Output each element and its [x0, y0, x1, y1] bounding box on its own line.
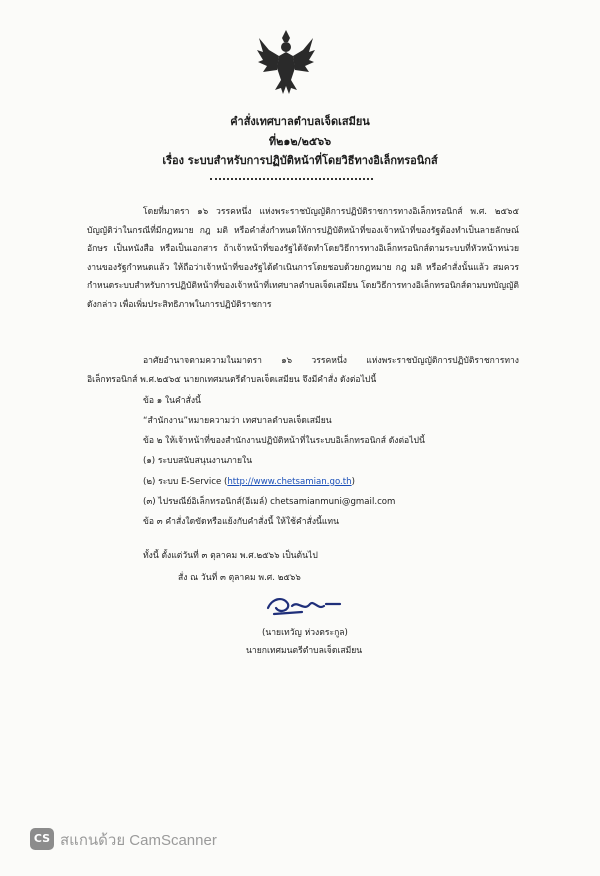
system-item-3: (๓) ไปรษณีย์อิเล็กทรอนิกส์(อีเมล์) chetsamianmuni@gmail.com: [143, 497, 396, 507]
dotted-divider: [210, 178, 373, 180]
clause-2: ข้อ ๒ ให้เจ้าหน้าที่ของสำนักงานปฏิบัติหน้าที่ในระบบอิเล็กทรอนิกส์ ดังต่อไปนี้: [143, 436, 425, 446]
signatory-name: (นายเทวัญ ห่วงตระกูล): [262, 628, 348, 638]
scanner-watermark: สแกนด้วย CamScanner: [60, 832, 217, 849]
clause-1: ข้อ ๑ ในคำสั่งนี้: [143, 396, 201, 406]
signature-scrawl: [262, 590, 346, 620]
camscanner-logo: CS: [30, 828, 54, 850]
order-number: ที่๒๑๒/๒๕๖๖: [268, 135, 332, 148]
order-subject: เรื่อง ระบบสำหรับการปฏิบัติหน้าที่โดยวิธีทางอิเล็กทรอนิกส์: [162, 154, 438, 167]
order-date: สั่ง ณ วันที่ ๓ ตุลาคม พ.ศ. ๒๕๖๖: [178, 573, 301, 583]
system-item-2-prefix: (๒) ระบบ E-Service (: [143, 477, 228, 487]
system-item-1: (๑) ระบบสนับสนุนงานภายใน: [143, 456, 253, 466]
office-definition: “สำนักงาน”หมายความว่า เทศบาลตำบลเจ็ดเสมียน: [143, 416, 332, 426]
preamble-paragraph: โดยที่มาตรา ๑๖ วรรคหนึ่ง แห่งพระราชบัญญัติการปฏิบัติราชการทางอิเล็กทรอนิกส์ พ.ศ. ๒๕๖๕ บัญญัติว่าในกรณีที่มีกฎหมาย กฎ มติ หรือคำสั่งกำหนดให้การปฏิบัติหน้าที่ของเจ้าหน้าที่ของรัฐต้องทำเป็นลายลักษณ์อักษร เป็นหนังสือ หรือเป็นเอกสาร ถ้าเจ้าหน้าที่ของรัฐได้จัดทำโดยวิธีการทางอิเล็กทรอนิกส์ตามระบบที่หัวหน้าหน่วยงานของรัฐกำหนดแล้ว ให้ถือว่าเจ้าหน้าที่ของรัฐได้ดำเนินการโดยชอบด้วยกฎหมาย กฎ มติ หรือคำสั่งนั้นแล้ว สมควรกำหนดระบบสำหรับการปฏิบัติหน้าที่ของเจ้าหน้าที่เทศบาลตำบลเจ็ดเสมียน โดยวิธีการทางอิเล็กทรอนิกส์ตามบทบัญญัติดังกล่าว เพื่อเพิ่มประสิทธิภาพในการปฏิบัติราชการ: [87, 207, 519, 310]
system-item-2: [143, 474, 355, 488]
garuda-emblem-icon: [255, 28, 317, 96]
order-title: คำสั่งเทศบาลตำบลเจ็ดเสมียน: [230, 115, 370, 128]
authority-paragraph: อาศัยอำนาจตามความในมาตรา ๑๖ วรรคหนึ่ง แห่งพระราชบัญญัติการปฏิบัติราชการทางอิเล็กทรอนิกส์ พ.ศ.๒๕๖๕ นายกเทศมนตรีตำบลเจ็ดเสมียน จึงมีคำสั่ง ดังต่อไปนี้: [87, 356, 519, 385]
effective-date: ทั้งนี้ ตั้งแต่วันที่ ๓ ตุลาคม พ.ศ.๒๕๖๖ เป็นต้นไป: [143, 551, 318, 561]
signatory-position: นายกเทศมนตรีตำบลเจ็ดเสมียน: [246, 646, 363, 656]
e-service-link[interactable]: http://www.chetsamian.go.th: [227, 477, 352, 487]
clause-3: ข้อ ๓ คำสั่งใดขัดหรือแย้งกับคำสั่งนี้ ให้ใช้คำสั่งนี้แทน: [143, 517, 339, 527]
system-item-2-suffix: ): [351, 477, 355, 487]
